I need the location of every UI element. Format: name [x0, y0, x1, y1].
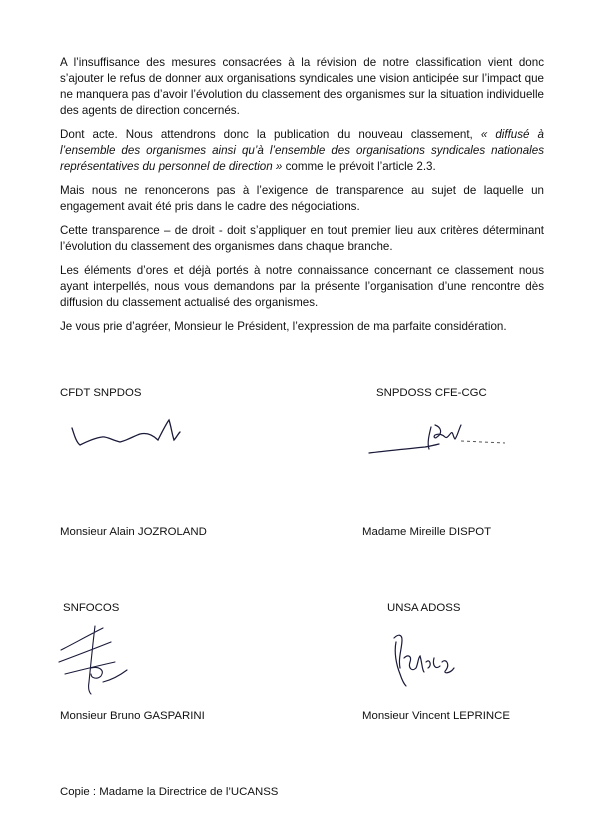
signatory-name-jozroland: Monsieur Alain JOZROLAND [60, 526, 207, 538]
copy-recipient-line: Copie : Madame la Directrice de l’UCANSS [60, 786, 279, 798]
signatory-name-dispot: Madame Mireille DISPOT [362, 526, 492, 538]
signatory-org-unsa: UNSA ADOSS [387, 602, 461, 614]
signature-image-leprince [388, 628, 478, 693]
signature-image-gasparini [55, 622, 135, 697]
paragraph-2-end: comme le prévoit l’article 2.3. [282, 160, 436, 173]
signatory-org-snfocos: SNFOCOS [63, 602, 120, 614]
paragraph-4: Cette transparence – de droit - doit s’appliquer en tout premier lieu aux critères déterminant l’évolution du classement des organismes dans chaque branche. [60, 224, 544, 253]
signatory-name-gasparini: Monsieur Bruno GASPARINI [60, 710, 205, 722]
paragraph-2 [60, 127, 544, 175]
paragraph-2-intro: Dont acte. Nous attendrons donc la publication du nouveau classement, [60, 128, 481, 141]
signature-image-jozroland [68, 412, 188, 452]
paragraph-3: Mais nous ne renoncerons pas à l’exigence de transparence au sujet de laquelle un engagement avait été pris dans le cadre des négociations. [60, 184, 544, 213]
signature-image-dispot [365, 415, 510, 460]
signatory-org-cfdt: CFDT SNPDOS [60, 387, 142, 399]
paragraph-1: A l’insuffisance des mesures consacrées à la révision de notre classification vient donc s’ajouter le refus de donner aux organisations syndicales une vision anticipée sur l’impact que ne manquera pas d’avoir l’évolution du classement des organismes sur la situation individuelle des agents de direction concernés. [60, 56, 544, 117]
paragraph-2-quote: « diffusé à l’ensemble des organismes ainsi qu’à l’ensemble des organisations syndicales nationales représentatives du personnel de direction » [60, 128, 545, 173]
paragraph-5: Les éléments d’ores et déjà portés à notre connaissance concernant ce classement nous ayant interpellés, nous vous demandons par la présente l’organisation d’une rencontre dès diffusion du classement actualisé des organismes. [60, 264, 544, 309]
letter-body [60, 55, 544, 343]
closing-formula: Je vous prie d’agréer, Monsieur le Président, l’expression de ma parfaite considération. [60, 320, 507, 333]
signatory-org-cfe-cgc: SNPDOSS CFE-CGC [376, 387, 487, 399]
signatory-name-leprince: Monsieur Vincent LEPRINCE [362, 710, 510, 722]
